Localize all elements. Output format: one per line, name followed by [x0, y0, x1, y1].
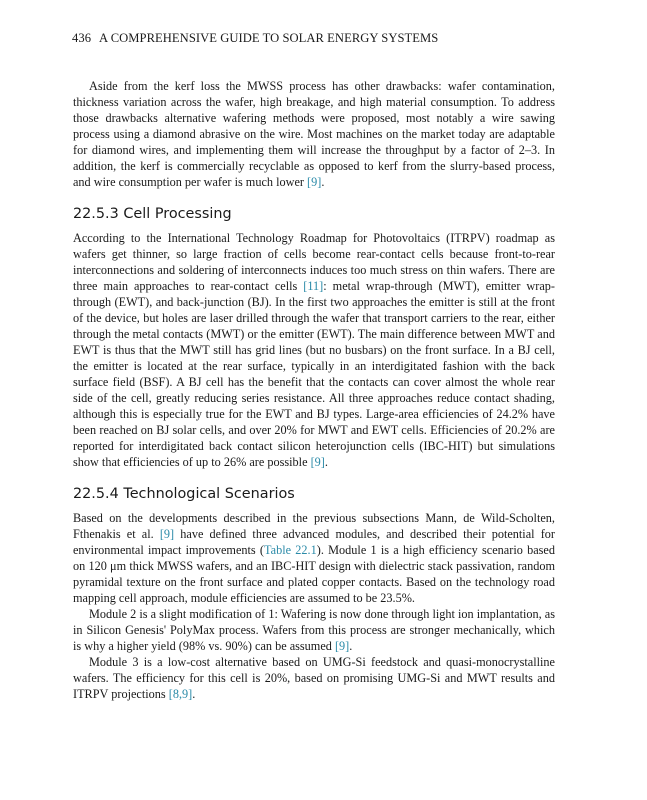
citation-link[interactable]: [9] [310, 455, 325, 469]
section-heading-cell-processing: 22.5.3 Cell Processing [73, 206, 232, 222]
book-title: A COMPREHENSIVE GUIDE TO SOLAR ENERGY SYSTEMS [99, 31, 439, 45]
section-heading-technological-scenarios: 22.5.4 Technological Scenarios [73, 486, 295, 502]
page-body [73, 78, 555, 702]
citation-link[interactable]: [9] [334, 639, 350, 653]
text-run: . [321, 175, 325, 189]
table-link[interactable]: Table 22.1 [264, 543, 317, 557]
page-number: 436 [72, 31, 92, 45]
citation-link[interactable]: [8,9] [168, 687, 193, 701]
text-run: . [192, 687, 196, 701]
running-header [72, 31, 438, 46]
text-run: Module 2 is a slight modification of 1: Wafering is now done through light ion implantation, as in Silicon Genesis' PolyMax process. Wafers from this process are stronger mechanically, which is why a higher yield (98% vs. 90%) can be assumed [73, 607, 555, 653]
text-run: According to the International Technology Roadmap for Photovoltaics (ITRPV) roadmap as wafers get thinner, so large fraction of cells become rear-contact cells because front-to-rear interconnections and soldering of interconnects induces too much stress on thin wafers. There are three main approaches to rear-contact cells [73, 231, 555, 293]
text-run: Module 3 is a low-cost alternative based on UMG-Si feedstock and quasi-monocrystalline wafers. The efficiency for this cell is 20%, based on promising UMG-Si and MWT results and ITRPV projections [73, 655, 555, 701]
citation-link[interactable]: [11] [303, 279, 324, 293]
scenarios-paragraph-1 [73, 510, 555, 606]
text-run: . [324, 455, 328, 469]
citation-link[interactable]: [9] [159, 527, 175, 541]
text-run: Aside from the kerf loss the MWSS process has other drawbacks: wafer contamination, thickness variation across the wafer, high breakage, and high material consumption. To address those drawbacks alternative wafering methods were proposed, most notably a wire sawing process using a diamond abrasive on the wire. Most machines on the market today are adaptable for diamond wires, and implementing them will increase the throughput by a factor of 2–3. In addition, the kerf is commercially recyclable as opposed to kerf from the slurry-based process, and wire consumption per wafer is much lower [73, 79, 555, 189]
scenarios-paragraph-3 [73, 654, 555, 702]
text-run: ). Module 1 is a high efficiency scenario based on 120 μm thick MWSS wafers, and an IBC-HIT design with dielectric stack passivation, random pyramidal texture on the front surface and plated copper contacts. Based on the technology road mapping cell approach, module efficiencies are assumed to be 23.5%. [73, 543, 555, 605]
text-run: have defined three advanced modules, and described their potential for environmental impact improvements ( [73, 527, 555, 557]
text-run: . [349, 639, 353, 653]
intro-paragraph [73, 78, 555, 190]
citation-link[interactable]: [9] [307, 175, 322, 189]
cell-processing-paragraph [73, 230, 555, 470]
scenarios-paragraph-2 [73, 606, 555, 654]
text-run: : metal wrap-through (MWT), emitter wrap-through (EWT), and back-junction (BJ). In the first two approaches the emitter is still at the front of the device, but holes are laser drilled through the wafer that transport carriers to the rear, either through the metal contacts (MWT) or the emitter (EWT). The main difference between MWT and EWT is thus that the MWT still has grid lines (but no busbars) on the front surface. In a BJ cell, the emitter is located at the rear surface, typically in an interdigitated fashion with the back surface field (BSF). A BJ cell has the benefit that the contacts can cover almost the whole rear side of the cell, greatly reducing series resistance. All three approaches reduce contact shading, although this is especially true for the EWT and BJ types. Large-area efficiencies of 24.2% have been reached on BJ solar cells, and over 20% for MWT and EWT cells. Efficiencies of 20.2% are reported for interdigitated back contact silicon heterojunction cells (IBC-HIT) but simulations show that efficiencies of up to 26% are possible [73, 279, 555, 469]
text-run: Based on the developments described in the previous subsections Mann, de Wild-Scholten, Fthenakis et al. [73, 511, 555, 541]
